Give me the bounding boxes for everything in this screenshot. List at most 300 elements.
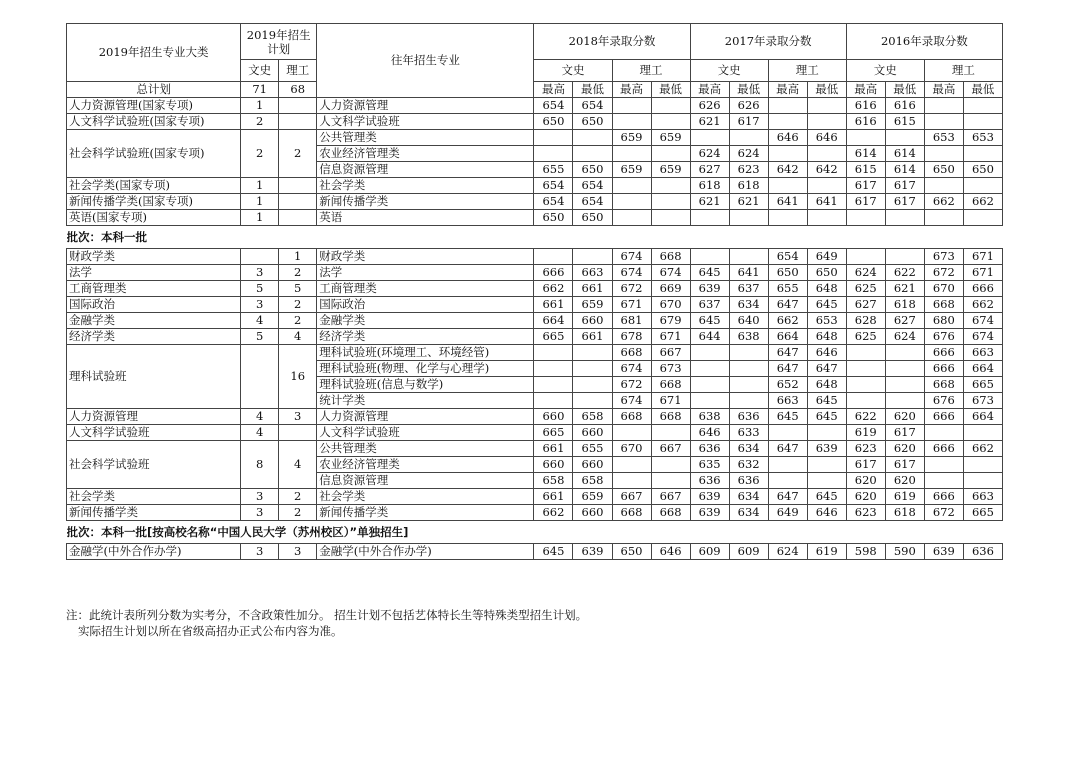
score-2018-ligong-min (651, 194, 690, 210)
score-2018-ligong-max: 674 (612, 361, 651, 377)
past-major: 新闻传播学类 (317, 194, 534, 210)
header-max: 最高 (924, 82, 963, 98)
table-row (67, 297, 1003, 313)
score-2017-wenshi-max (690, 393, 729, 409)
score-2018-ligong-max: 668 (612, 409, 651, 425)
table-row (67, 329, 1003, 345)
header-past-major: 往年招生专业 (317, 24, 534, 98)
major-category-2019: 社会学类(国家专项) (67, 178, 241, 194)
score-2018-ligong-max (612, 425, 651, 441)
score-2018-wenshi-max: 654 (534, 178, 573, 194)
score-2016-ligong-min: 653 (963, 130, 1002, 146)
score-2018-wenshi-max: 661 (534, 441, 573, 457)
header-plan-2019: 2019年招生 计划 (241, 24, 317, 60)
score-2018-wenshi-min: 639 (573, 544, 612, 560)
score-2018-ligong-min (651, 114, 690, 130)
score-2017-ligong-min: 646 (807, 505, 846, 521)
score-2016-ligong-min: 662 (963, 297, 1002, 313)
score-2016-ligong-max: 673 (924, 249, 963, 265)
major-category-2019: 法学 (67, 265, 241, 281)
header-2017-ligong: 理工 (768, 60, 846, 82)
score-2016-ligong-max: 666 (924, 345, 963, 361)
past-major: 新闻传播学类 (317, 505, 534, 521)
score-2017-ligong-max: 647 (768, 441, 807, 457)
plan-ligong: 2 (279, 505, 317, 521)
score-2017-wenshi-min (729, 249, 768, 265)
score-2016-ligong-max: 666 (924, 489, 963, 505)
table-row (67, 130, 1003, 146)
score-2016-ligong-min: 662 (963, 441, 1002, 457)
score-2017-ligong-max: 662 (768, 313, 807, 329)
score-2016-ligong-max (924, 457, 963, 473)
score-2016-ligong-min: 674 (963, 329, 1002, 345)
past-major: 农业经济管理类 (317, 146, 534, 162)
score-2017-ligong-min: 645 (807, 489, 846, 505)
past-major: 英语 (317, 210, 534, 226)
score-2018-ligong-min: 671 (651, 329, 690, 345)
score-2017-wenshi-max (690, 210, 729, 226)
plan-wenshi: 2 (241, 130, 279, 178)
score-2016-ligong-min: 671 (963, 249, 1002, 265)
past-major: 统计学类 (317, 393, 534, 409)
score-2017-wenshi-min (729, 130, 768, 146)
score-2016-wenshi-max: 623 (846, 505, 885, 521)
major-category-2019: 财政学类 (67, 249, 241, 265)
score-2017-ligong-min: 645 (807, 409, 846, 425)
score-2016-ligong-min: 674 (963, 313, 1002, 329)
score-2017-ligong-max: 652 (768, 377, 807, 393)
plan-ligong (279, 210, 317, 226)
score-2018-ligong-min: 668 (651, 377, 690, 393)
score-2018-ligong-max: 659 (612, 130, 651, 146)
score-2016-wenshi-min: 618 (885, 297, 924, 313)
header-min: 最低 (807, 82, 846, 98)
score-2018-wenshi-min: 661 (573, 281, 612, 297)
plan-wenshi: 4 (241, 425, 279, 441)
score-2016-wenshi-max: 625 (846, 281, 885, 297)
past-major: 国际政治 (317, 297, 534, 313)
score-2017-wenshi-min: 621 (729, 194, 768, 210)
header-2018-wenshi: 文史 (534, 60, 612, 82)
plan-ligong: 4 (279, 329, 317, 345)
plan-ligong: 3 (279, 544, 317, 560)
plan-ligong: 5 (279, 281, 317, 297)
score-2018-ligong-min: 673 (651, 361, 690, 377)
score-2016-wenshi-min: 621 (885, 281, 924, 297)
score-2017-ligong-min: 641 (807, 194, 846, 210)
score-2016-wenshi-max: 628 (846, 313, 885, 329)
score-table (66, 23, 1003, 560)
score-2018-ligong-max: 681 (612, 313, 651, 329)
past-major: 社会学类 (317, 489, 534, 505)
score-2018-wenshi-min: 658 (573, 473, 612, 489)
score-2018-wenshi-min (573, 361, 612, 377)
score-2017-ligong-min: 639 (807, 441, 846, 457)
score-2018-ligong-min: 668 (651, 505, 690, 521)
score-2017-wenshi-min: 636 (729, 473, 768, 489)
table-row (67, 544, 1003, 560)
score-2017-ligong-max: 663 (768, 393, 807, 409)
table-row (67, 210, 1003, 226)
score-2017-ligong-min (807, 425, 846, 441)
plan-ligong: 2 (279, 297, 317, 313)
footnote-2: 实际招生计划以所在省级高招办正式公布内容为准。 (78, 624, 343, 638)
major-category-2019: 国际政治 (67, 297, 241, 313)
score-2016-wenshi-min: 620 (885, 473, 924, 489)
past-major: 人力资源管理 (317, 98, 534, 114)
score-2016-ligong-min (963, 178, 1002, 194)
score-2016-ligong-min: 636 (963, 544, 1002, 560)
header-min: 最低 (651, 82, 690, 98)
score-2018-wenshi-min: 655 (573, 441, 612, 457)
score-2016-wenshi-min: 617 (885, 425, 924, 441)
score-2017-ligong-min: 642 (807, 162, 846, 178)
score-2018-ligong-max: 674 (612, 249, 651, 265)
score-2017-ligong-max: 649 (768, 505, 807, 521)
score-2018-wenshi-min: 660 (573, 313, 612, 329)
table-row (67, 98, 1003, 114)
score-2016-wenshi-max: 617 (846, 178, 885, 194)
score-2018-wenshi-max: 658 (534, 473, 573, 489)
score-2017-wenshi-max: 645 (690, 313, 729, 329)
plan-wenshi: 5 (241, 281, 279, 297)
score-2017-wenshi-min (729, 345, 768, 361)
major-category-2019: 新闻传播学类(国家专项) (67, 194, 241, 210)
score-2018-ligong-min: 668 (651, 409, 690, 425)
score-2016-ligong-max: 670 (924, 281, 963, 297)
score-2018-ligong-min: 667 (651, 345, 690, 361)
score-2016-wenshi-min (885, 249, 924, 265)
score-2018-wenshi-max: 660 (534, 409, 573, 425)
score-2017-ligong-min (807, 210, 846, 226)
score-2017-wenshi-max: 636 (690, 473, 729, 489)
score-2018-ligong-max (612, 473, 651, 489)
major-category-2019: 社会学类 (67, 489, 241, 505)
score-2018-wenshi-min (573, 130, 612, 146)
score-2016-ligong-min (963, 210, 1002, 226)
batch-section-row (67, 226, 1003, 249)
score-2018-ligong-min (651, 457, 690, 473)
score-2018-ligong-min: 674 (651, 265, 690, 281)
total-wenshi: 71 (241, 82, 279, 98)
score-2017-ligong-max: 647 (768, 489, 807, 505)
score-2018-wenshi-min: 659 (573, 489, 612, 505)
score-2017-ligong-max: 647 (768, 297, 807, 313)
score-2018-ligong-min: 659 (651, 130, 690, 146)
past-major: 人力资源管理 (317, 409, 534, 425)
score-2017-wenshi-min (729, 210, 768, 226)
score-2018-ligong-max: 674 (612, 265, 651, 281)
plan-ligong: 3 (279, 409, 317, 425)
score-2017-ligong-max (768, 210, 807, 226)
score-2018-wenshi-max: 655 (534, 162, 573, 178)
score-2018-wenshi-min: 654 (573, 98, 612, 114)
header-min: 最低 (885, 82, 924, 98)
score-2016-wenshi-max (846, 210, 885, 226)
header-year-2017: 2017年录取分数 (690, 24, 846, 60)
score-2017-wenshi-max (690, 130, 729, 146)
admission-score-table (66, 23, 1003, 560)
score-2017-wenshi-max: 618 (690, 178, 729, 194)
header-max: 最高 (690, 82, 729, 98)
past-major: 人文科学试验班 (317, 114, 534, 130)
score-2018-ligong-max (612, 457, 651, 473)
score-2016-wenshi-max: 619 (846, 425, 885, 441)
score-2016-ligong-max: 668 (924, 377, 963, 393)
batch-section-title: 批次：本科一批[按高校名称“中国人民大学（苏州校区）”单独招生] (67, 521, 1003, 544)
score-2017-ligong-min: 649 (807, 249, 846, 265)
score-2017-ligong-min (807, 146, 846, 162)
score-2016-ligong-max: 668 (924, 297, 963, 313)
score-2018-wenshi-min: 660 (573, 457, 612, 473)
score-2016-wenshi-max (846, 130, 885, 146)
plan-wenshi: 1 (241, 210, 279, 226)
major-category-2019: 金融学类 (67, 313, 241, 329)
score-2017-ligong-max: 646 (768, 130, 807, 146)
score-2016-ligong-max (924, 425, 963, 441)
score-2018-wenshi-min: 650 (573, 114, 612, 130)
score-2018-ligong-min: 667 (651, 441, 690, 457)
score-2016-ligong-min (963, 98, 1002, 114)
score-2018-wenshi-max: 650 (534, 210, 573, 226)
plan-wenshi (241, 249, 279, 265)
score-2018-ligong-max: 671 (612, 297, 651, 313)
score-2017-ligong-max: 645 (768, 409, 807, 425)
plan-ligong: 1 (279, 249, 317, 265)
score-2016-wenshi-min (885, 361, 924, 377)
score-2016-ligong-min: 662 (963, 194, 1002, 210)
score-2018-ligong-max (612, 210, 651, 226)
batch-section-title: 批次：本科一批 (67, 226, 1003, 249)
score-2018-ligong-max: 672 (612, 281, 651, 297)
plan-ligong: 2 (279, 130, 317, 178)
score-2018-wenshi-max: 662 (534, 505, 573, 521)
score-2018-wenshi-max (534, 377, 573, 393)
score-2017-ligong-max (768, 457, 807, 473)
score-2018-ligong-max: 678 (612, 329, 651, 345)
plan-wenshi: 2 (241, 114, 279, 130)
major-category-2019: 英语(国家专项) (67, 210, 241, 226)
table-row (67, 281, 1003, 297)
score-2016-ligong-max: 662 (924, 194, 963, 210)
score-2016-ligong-max: 653 (924, 130, 963, 146)
score-2016-wenshi-max: 620 (846, 473, 885, 489)
score-2016-wenshi-min: 618 (885, 505, 924, 521)
header-2016-wenshi: 文史 (846, 60, 924, 82)
score-2017-wenshi-max: 635 (690, 457, 729, 473)
header-major-2019: 2019年招生专业大类 (67, 24, 241, 82)
score-2017-wenshi-min: 634 (729, 297, 768, 313)
score-2018-ligong-min (651, 98, 690, 114)
plan-ligong (279, 178, 317, 194)
score-2018-wenshi-max: 662 (534, 281, 573, 297)
header-2017-wenshi: 文史 (690, 60, 768, 82)
score-2017-wenshi-max: 626 (690, 98, 729, 114)
header-2016-ligong: 理工 (924, 60, 1002, 82)
score-2016-wenshi-max: 623 (846, 441, 885, 457)
score-2017-wenshi-max: 639 (690, 281, 729, 297)
score-2017-ligong-max: 647 (768, 345, 807, 361)
table-row (67, 249, 1003, 265)
score-2016-ligong-max (924, 146, 963, 162)
score-2016-wenshi-max: 620 (846, 489, 885, 505)
score-2017-wenshi-min: 618 (729, 178, 768, 194)
score-2017-ligong-min (807, 98, 846, 114)
total-label: 总计划 (67, 82, 241, 98)
score-2016-wenshi-min (885, 377, 924, 393)
score-2017-ligong-max: 654 (768, 249, 807, 265)
score-2016-ligong-max (924, 473, 963, 489)
score-2017-wenshi-max (690, 249, 729, 265)
score-2016-wenshi-max: 616 (846, 114, 885, 130)
score-2018-wenshi-min: 654 (573, 194, 612, 210)
score-2016-ligong-min: 665 (963, 505, 1002, 521)
footnote-1: 注：此统计表所列分数为实考分，不含政策性加分。 招生计划不包括艺体特长生等特殊类型招生计划。 (66, 608, 588, 622)
total-ligong: 68 (279, 82, 317, 98)
score-2018-wenshi-min (573, 249, 612, 265)
score-2016-ligong-max: 666 (924, 409, 963, 425)
score-2017-wenshi-min: 617 (729, 114, 768, 130)
score-2016-wenshi-min: 617 (885, 178, 924, 194)
score-2018-ligong-min: 669 (651, 281, 690, 297)
score-2017-wenshi-max: 621 (690, 114, 729, 130)
score-2018-wenshi-max: 654 (534, 98, 573, 114)
score-2017-ligong-min: 648 (807, 377, 846, 393)
past-major: 经济学类 (317, 329, 534, 345)
score-2016-ligong-min: 663 (963, 345, 1002, 361)
score-2018-wenshi-max: 665 (534, 329, 573, 345)
score-2017-ligong-max (768, 146, 807, 162)
score-2016-wenshi-max: 627 (846, 297, 885, 313)
score-2016-ligong-min (963, 457, 1002, 473)
score-2017-wenshi-max: 646 (690, 425, 729, 441)
score-2018-ligong-max: 659 (612, 162, 651, 178)
table-row (67, 425, 1003, 441)
plan-wenshi: 3 (241, 505, 279, 521)
major-category-2019: 经济学类 (67, 329, 241, 345)
past-major: 公共管理类 (317, 130, 534, 146)
score-2017-ligong-max: 655 (768, 281, 807, 297)
header-max: 最高 (846, 82, 885, 98)
score-2017-ligong-max (768, 178, 807, 194)
score-2018-wenshi-min: 658 (573, 409, 612, 425)
score-2017-ligong-max: 664 (768, 329, 807, 345)
plan-ligong: 2 (279, 489, 317, 505)
plan-ligong (279, 425, 317, 441)
plan-wenshi: 4 (241, 409, 279, 425)
score-2018-ligong-min (651, 473, 690, 489)
plan-wenshi: 3 (241, 297, 279, 313)
header-max: 最高 (534, 82, 573, 98)
header-min: 最低 (963, 82, 1002, 98)
score-2016-ligong-min (963, 114, 1002, 130)
table-row (67, 114, 1003, 130)
major-category-2019: 人力资源管理 (67, 409, 241, 425)
score-2018-ligong-max (612, 146, 651, 162)
score-2016-wenshi-max (846, 361, 885, 377)
score-2016-wenshi-max: 617 (846, 194, 885, 210)
score-2018-wenshi-min (573, 377, 612, 393)
past-major: 人文科学试验班 (317, 425, 534, 441)
score-2017-ligong-max (768, 114, 807, 130)
score-2017-wenshi-max: 636 (690, 441, 729, 457)
score-2017-wenshi-min: 638 (729, 329, 768, 345)
plan-wenshi: 1 (241, 178, 279, 194)
score-2017-wenshi-min: 640 (729, 313, 768, 329)
score-2016-ligong-min: 664 (963, 409, 1002, 425)
score-2016-wenshi-max: 622 (846, 409, 885, 425)
score-2016-wenshi-max (846, 249, 885, 265)
score-2018-ligong-min: 646 (651, 544, 690, 560)
score-2016-ligong-min (963, 473, 1002, 489)
score-2016-wenshi-max: 615 (846, 162, 885, 178)
score-2018-wenshi-max (534, 393, 573, 409)
major-category-2019: 新闻传播学类 (67, 505, 241, 521)
score-2017-ligong-min (807, 114, 846, 130)
score-2017-ligong-max (768, 425, 807, 441)
score-2017-wenshi-min: 624 (729, 146, 768, 162)
score-2018-wenshi-max: 661 (534, 489, 573, 505)
score-2016-ligong-max: 639 (924, 544, 963, 560)
past-major: 金融学类 (317, 313, 534, 329)
score-2017-ligong-max (768, 473, 807, 489)
score-2016-ligong-max (924, 178, 963, 194)
score-2016-ligong-max: 676 (924, 393, 963, 409)
score-2017-wenshi-max (690, 345, 729, 361)
score-2018-wenshi-min: 650 (573, 210, 612, 226)
score-2017-wenshi-max: 637 (690, 297, 729, 313)
score-2018-ligong-max (612, 114, 651, 130)
score-2017-ligong-min: 645 (807, 393, 846, 409)
score-2016-wenshi-min: 617 (885, 194, 924, 210)
score-2018-wenshi-max (534, 249, 573, 265)
score-2017-wenshi-min: 636 (729, 409, 768, 425)
score-2018-ligong-min (651, 146, 690, 162)
score-2018-ligong-min (651, 178, 690, 194)
header-year-2018: 2018年录取分数 (534, 24, 690, 60)
score-2017-wenshi-min: 634 (729, 441, 768, 457)
past-major: 信息资源管理 (317, 162, 534, 178)
score-2017-wenshi-min: 634 (729, 489, 768, 505)
score-2016-ligong-min: 650 (963, 162, 1002, 178)
score-2017-wenshi-min: 632 (729, 457, 768, 473)
plan-wenshi: 1 (241, 194, 279, 210)
table-row (67, 194, 1003, 210)
score-2018-wenshi-min: 650 (573, 162, 612, 178)
score-2017-ligong-min (807, 473, 846, 489)
score-2017-ligong-min: 646 (807, 345, 846, 361)
score-2017-ligong-max: 647 (768, 361, 807, 377)
score-2016-ligong-max: 672 (924, 265, 963, 281)
score-2018-ligong-max: 670 (612, 441, 651, 457)
past-major: 农业经济管理类 (317, 457, 534, 473)
header-max: 最高 (612, 82, 651, 98)
score-2016-wenshi-min: 619 (885, 489, 924, 505)
past-major: 金融学(中外合作办学) (317, 544, 534, 560)
score-2018-ligong-max (612, 194, 651, 210)
plan-ligong: 4 (279, 441, 317, 489)
score-2018-wenshi-min: 659 (573, 297, 612, 313)
table-row (67, 265, 1003, 281)
score-2016-ligong-max: 672 (924, 505, 963, 521)
score-2017-wenshi-max: 621 (690, 194, 729, 210)
score-2017-ligong-min: 619 (807, 544, 846, 560)
major-category-2019: 工商管理类 (67, 281, 241, 297)
major-category-2019: 社会科学试验班(国家专项) (67, 130, 241, 178)
score-2016-ligong-min (963, 146, 1002, 162)
score-2018-ligong-min: 670 (651, 297, 690, 313)
score-2018-wenshi-max (534, 361, 573, 377)
